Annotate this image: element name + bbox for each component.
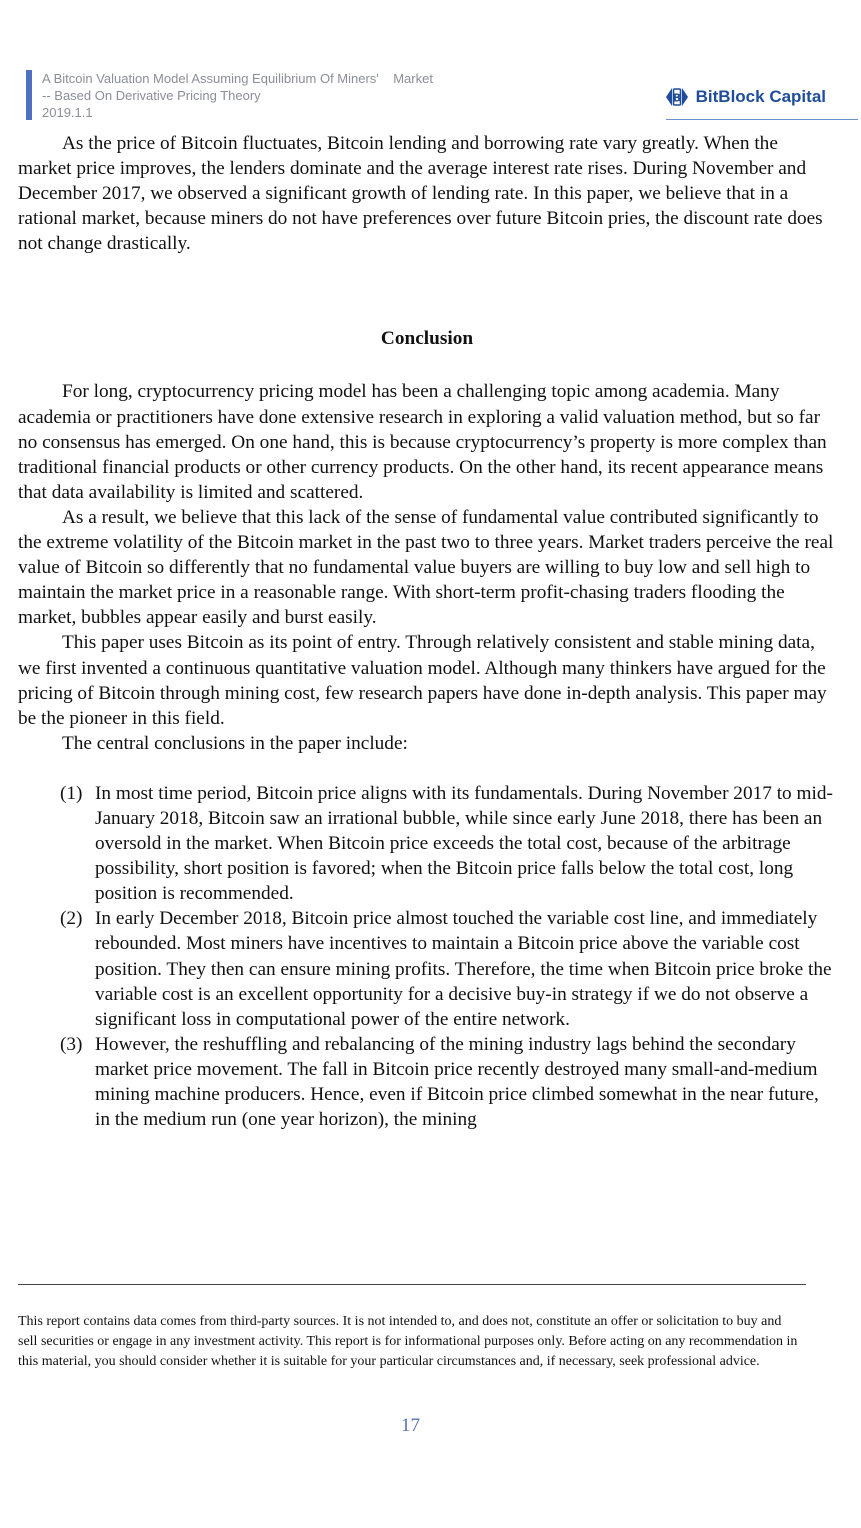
header-accent-bar — [26, 70, 32, 120]
list-item-number: (1) — [60, 782, 83, 804]
list-item-text: In early December 2018, Bitcoin price almost touched the variable cost line, and immediately rebounded. Most miners have incentives to maintain a Bitcoin price above the variable cost position. They then can ensure mining profits. Therefore, the time when Bitcoin price broke the variable cost is an excellent opportunity for a decisive buy-in strategy if we do not observe a significant loss in computational power of the entire network. — [95, 908, 832, 1030]
page-number: 17 — [401, 1415, 420, 1436]
body-paragraph-lending-rate: As the price of Bitcoin fluctuates, Bitcoin lending and borrowing rate vary greatly. When the market price improves, the lenders dominate and the average interest rate rises. During November and December 2017, we observed a significant growth of lending rate. In this paper, we believe that in a rational market, because miners do not have preferences over future Bitcoin pries, the discount rate does not change drastically. — [18, 133, 823, 255]
brand-name: BitBlock Capital — [695, 87, 826, 106]
paper-body — [18, 131, 836, 1132]
list-item — [18, 1032, 836, 1132]
list-item — [18, 781, 836, 906]
body-paragraph: The central conclusions in the paper include: — [62, 732, 408, 754]
list-item-number: (2) — [60, 908, 83, 930]
header-title-line: A Bitcoin Valuation Model Assuming Equilibrium Of Miners' Market — [42, 71, 433, 86]
running-header — [42, 70, 602, 121]
svg-text:B: B — [672, 91, 681, 105]
header-divider — [666, 119, 858, 120]
body-paragraph: This paper uses Bitcoin as its point of entry. Through relatively consistent and stable mining data, we first invented a continuous quantitative valuation model. Although many thinkers have argued for the pricing of Bitcoin through mining cost, few research papers have done in-depth analysis. This paper may be the pioneer in this field. — [18, 632, 827, 729]
brand — [664, 86, 826, 108]
body-paragraph: For long, cryptocurrency pricing model has been a challenging topic among academia. Many academia or practitioners have done extensive research in exploring a valid valuation method, but so far no consensus has emerged. On one hand, this is because cryptocurrency’s property is more complex than traditional financial products or other currency products. On the other hand, its recent appearance means that data availability is limited and scattered. — [18, 381, 827, 503]
footnote-divider — [18, 1284, 806, 1285]
list-item-text: In most time period, Bitcoin price aligns with its fundamentals. During November 2017 to mid-January 2018, Bitcoin saw an irrational bubble, while since early June 2018, there has been an oversold in the market. When Bitcoin price exceeds the total cost, because of the arbitrage possibility, short position is favored; when the Bitcoin price falls below the total cost, long position is recommended. — [95, 782, 833, 905]
list-item — [18, 906, 836, 1031]
list-item-text: However, the reshuffling and rebalancing of the mining industry lags behind the secondary market price movement. The fall in Bitcoin price recently destroyed many small-and-medium mining machine producers. Hence, even if Bitcoin price climbed somewhat in the near future, in the medium run (one year horizon), the mining — [95, 1033, 819, 1131]
page-header — [26, 70, 832, 122]
body-paragraph: As a result, we believe that this lack of the sense of fundamental value contributed significantly to the extreme volatility of the Bitcoin market in the past two to three years. Market traders perceive the real value of Bitcoin so differently that no fundamental value buyers are willing to buy low and sell high to maintain the market price in a reasonable range. With short-term profit-chasing traders flooding the market, bubbles appear easily and burst easily. — [18, 506, 834, 629]
disclaimer-footnote: This report contains data comes from third-party sources. It is not intended to, and does not, constitute an offer or solicitation to buy and sell securities or engage in any investment activity. This report is for informational purposes only. Before acting on any recommendation in this material, you should consider whether it is suitable for your particular circumstances and, if necessary, seek professional advice. — [18, 1314, 798, 1369]
header-subtitle-line: -- Based On Derivative Pricing Theory — [42, 88, 261, 103]
list-item-number: (3) — [60, 1033, 83, 1055]
section-heading-conclusion: Conclusion — [380, 328, 474, 350]
header-date: 2019.1.1 — [42, 105, 93, 120]
bitblock-logo-icon — [664, 86, 690, 108]
conclusions-list — [18, 781, 836, 1132]
